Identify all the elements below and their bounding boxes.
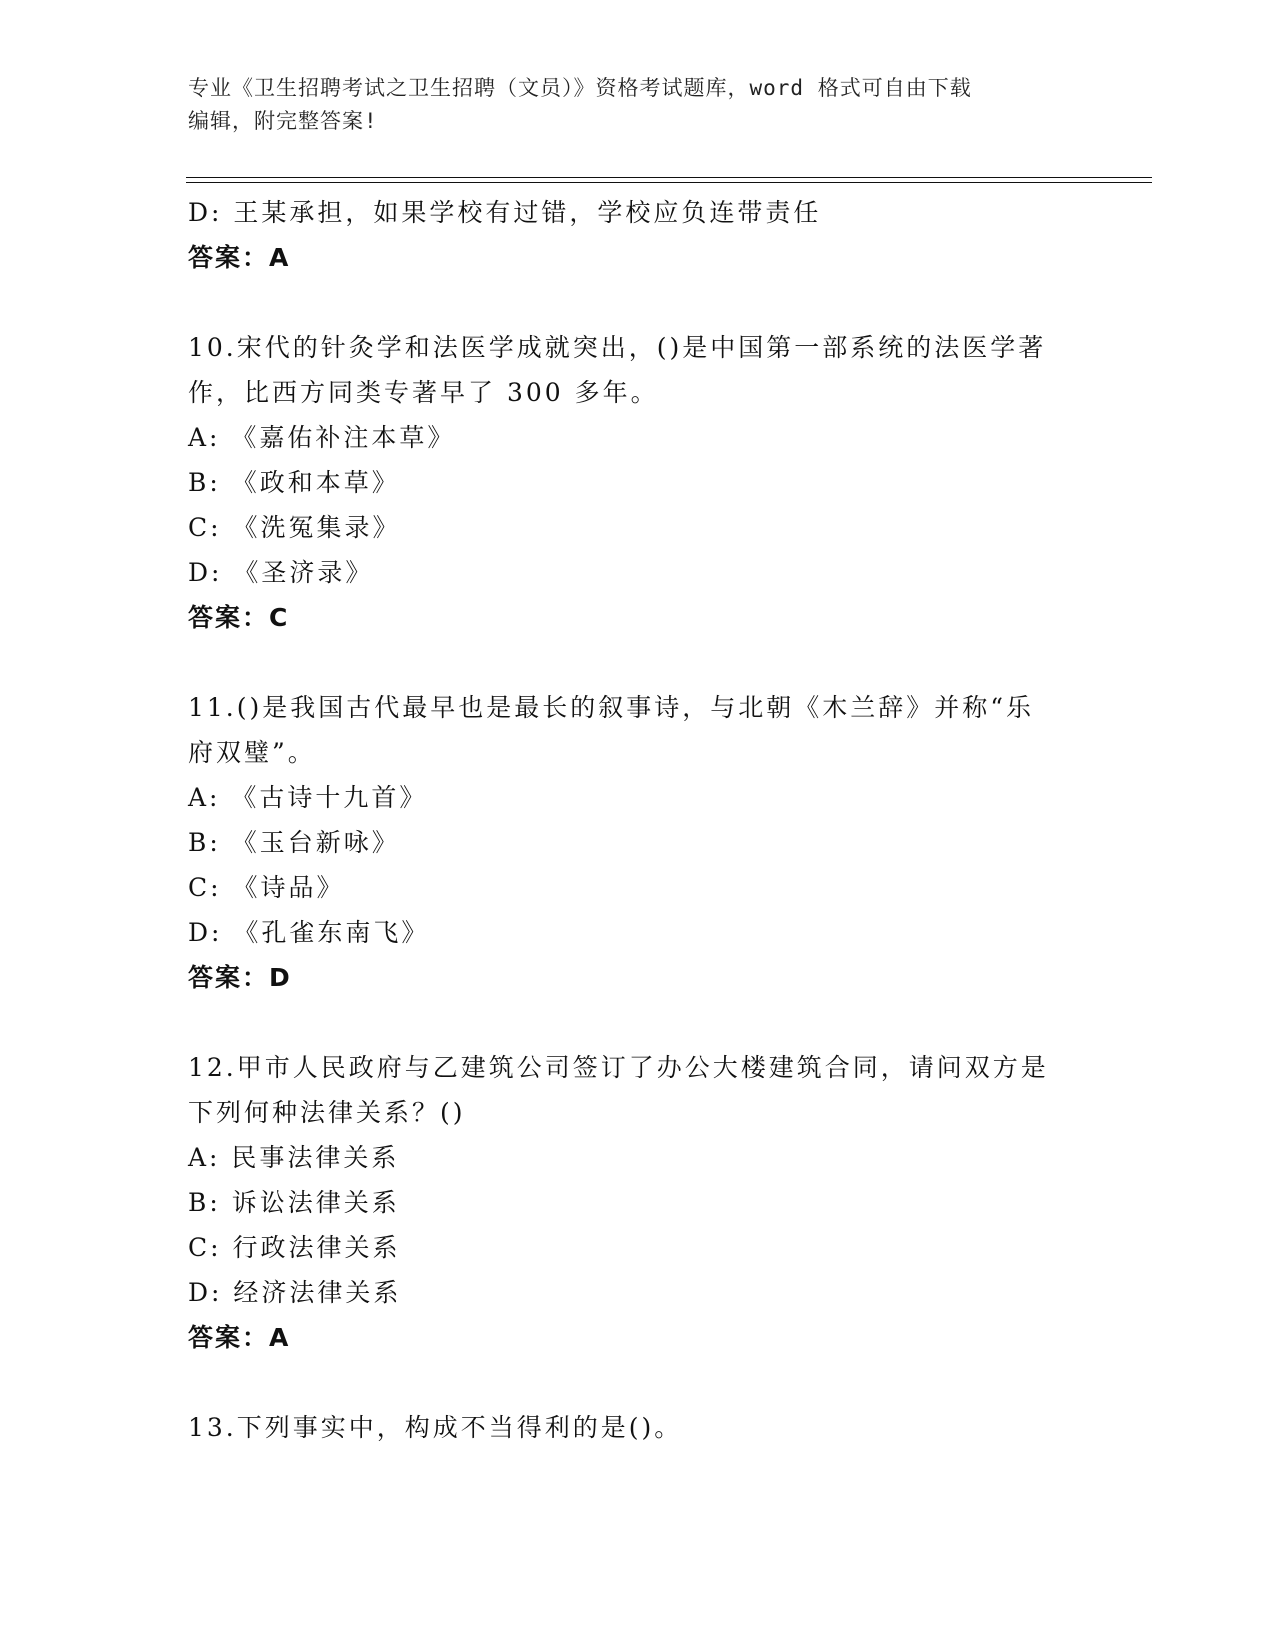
question-12-option-a: A: 民事法律关系 xyxy=(188,1143,400,1172)
question-13 xyxy=(188,1405,1088,1450)
spacer xyxy=(188,1000,1088,1045)
question-13-stem-1: 13.下列事实中，构成不当得利的是()。 xyxy=(188,1413,683,1442)
question-10-option-a: A: 《嘉佑补注本草》 xyxy=(188,423,456,452)
question-11-option-a: A: 《古诗十九首》 xyxy=(188,783,428,812)
question-11-option-c: C: 《诗品》 xyxy=(188,873,345,902)
question-11-stem-2: 府双璧”。 xyxy=(188,738,316,767)
header-line-1: 专业《卫生招聘考试之卫生招聘（文员）》资格考试题库，word 格式可自由下载 xyxy=(188,76,972,100)
question-11-option-d: D: 《孔雀东南飞》 xyxy=(188,918,430,947)
question-10-stem-1: 10.宋代的针灸学和法医学成就突出，()是中国第一部系统的法医学著 xyxy=(188,333,1047,362)
question-11 xyxy=(188,685,1088,1000)
question-content xyxy=(188,190,1088,1450)
question-11-stem-1: 11.()是我国古代最早也是最长的叙事诗，与北朝《木兰辞》并称“乐 xyxy=(188,693,1035,722)
prev-option-d: D: 王某承担，如果学校有过错，学校应负连带责任 xyxy=(188,198,822,227)
header-rule-top xyxy=(186,177,1152,178)
header-rule-bottom xyxy=(186,182,1152,183)
spacer xyxy=(188,1360,1088,1405)
question-11-answer: 答案：D xyxy=(188,963,292,992)
document-header xyxy=(188,72,1088,138)
question-10-option-d: D: 《圣济录》 xyxy=(188,558,374,587)
question-12 xyxy=(188,1045,1088,1360)
question-12-option-b: B: 诉讼法律关系 xyxy=(188,1188,400,1217)
question-12-answer: 答案：A xyxy=(188,1323,291,1352)
prev-answer: 答案：A xyxy=(188,243,291,272)
question-12-stem-2: 下列何种法律关系？() xyxy=(188,1098,466,1127)
question-10-stem-2: 作，比西方同类专著早了 300 多年。 xyxy=(188,378,659,407)
spacer xyxy=(188,640,1088,685)
spacer xyxy=(188,280,1088,325)
question-12-option-c: C: 行政法律关系 xyxy=(188,1233,401,1262)
question-10-answer: 答案：C xyxy=(188,603,290,632)
question-10-option-c: C: 《洗冤集录》 xyxy=(188,513,401,542)
question-10-option-b: B: 《政和本草》 xyxy=(188,468,400,497)
question-10 xyxy=(188,325,1088,640)
question-12-option-d: D: 经济法律关系 xyxy=(188,1278,402,1307)
question-11-option-b: B: 《玉台新咏》 xyxy=(188,828,400,857)
question-12-stem-1: 12.甲市人民政府与乙建筑公司签订了办公大楼建筑合同，请问双方是 xyxy=(188,1053,1049,1082)
header-line-2: 编辑，附完整答案! xyxy=(188,109,378,133)
